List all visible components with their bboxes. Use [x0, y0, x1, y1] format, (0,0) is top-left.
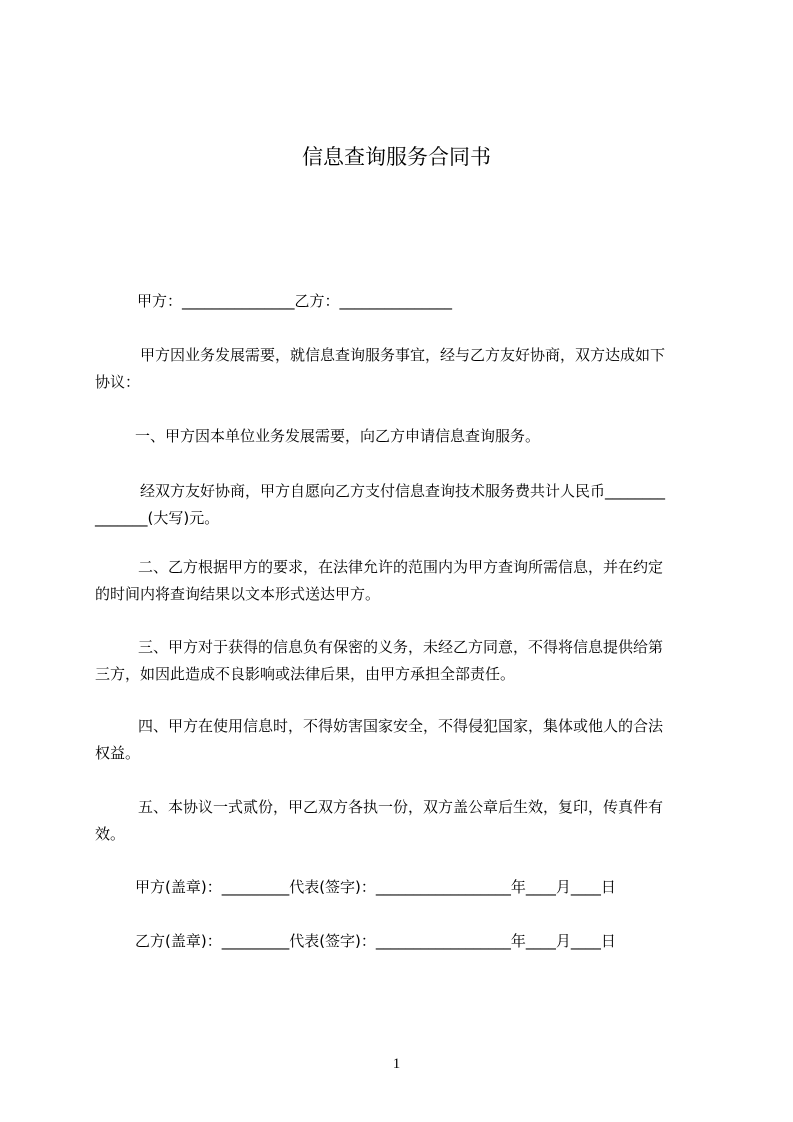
clause-4-line-2: 权益。: [95, 744, 141, 762]
clause-2-line-1: 二、乙方根据甲方的要求，在法律允许的范围内为甲方查询所需信息，并在约定: [138, 558, 664, 576]
fee-line-1: 经双方友好协商，甲方自愿向乙方支付信息查询技术服务费共计人民币________: [140, 482, 666, 500]
clause-5-line-1: 五、本协议一式贰份，甲乙双方各执一份，双方盖公章后生效，复印，传真件有: [138, 798, 664, 816]
signature-party-b: 乙方(盖章)：_________代表(签字)：__________________年____月____日: [135, 932, 616, 950]
clause-2-line-2: 的时间内将查询结果以文本形式送达甲方。: [95, 585, 381, 603]
intro-line-1: 甲方因业务发展需要，就信息查询服务事宜，经与乙方友好协商，双方达成如下: [140, 346, 666, 364]
signature-party-a: 甲方(盖章)：_________代表(签字)：__________________年____月____日: [135, 878, 616, 896]
page-number: 1: [392, 1056, 401, 1072]
intro-line-2: 协议：: [95, 373, 141, 391]
clause-5-line-2: 效。: [95, 825, 126, 843]
clause-1: 一、甲方因本单位业务发展需要，向乙方申请信息查询服务。: [135, 427, 541, 445]
clause-3-line-2: 三方，如因此造成不良影响或法律后果，由甲方承担全部责任。: [95, 665, 516, 683]
document-title: 信息查询服务合同书: [302, 145, 491, 169]
parties-line: 甲方：_______________乙方：_______________: [137, 292, 453, 310]
clause-3-line-1: 三、甲方对于获得的信息负有保密的义务，未经乙方同意，不得将信息提供给第: [138, 638, 664, 656]
clause-4-line-1: 四、甲方在使用信息时，不得妨害国家安全，不得侵犯国家，集体或他人的合法: [138, 717, 664, 735]
fee-line-2: _______(大写)元。: [95, 509, 220, 527]
